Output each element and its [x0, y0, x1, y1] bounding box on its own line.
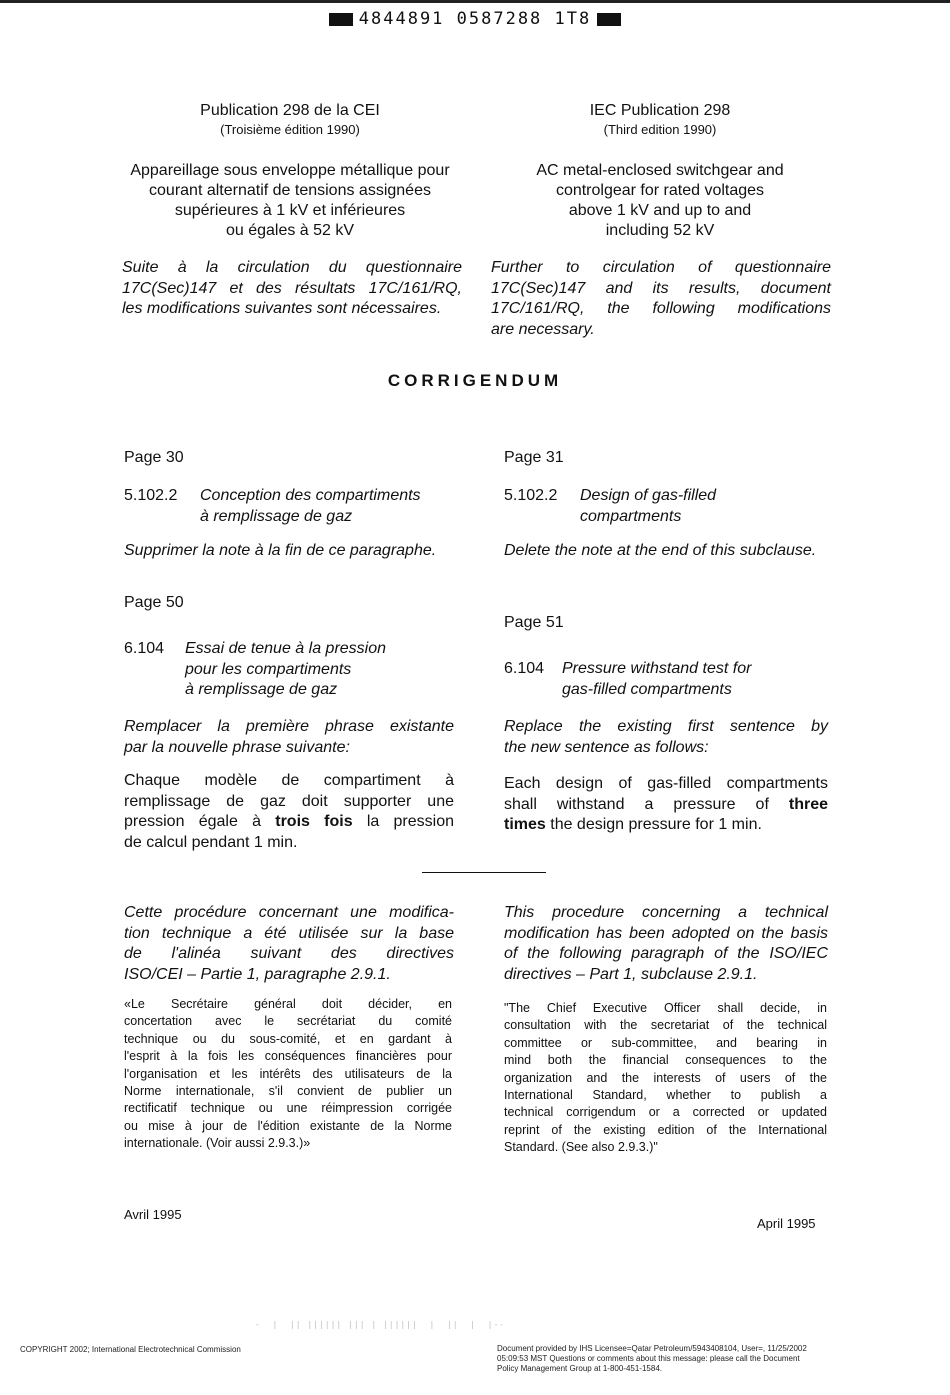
fr-date: Avril 1995	[124, 1207, 182, 1222]
quote-line: internationale. (Voir aussi 2.9.3.)»	[124, 1136, 311, 1151]
instr-line: Replace the existing first sentence by	[504, 718, 828, 735]
intro-line: Suite à la circulation du questionnaire	[122, 259, 462, 276]
clause-number: 5.102.2	[504, 487, 558, 504]
instr-line: Remplacer la première phrase existante	[124, 718, 454, 735]
quote-line: concertation avec le secrétariat du comité	[124, 1014, 452, 1029]
instr-line: par la nouvelle phrase suivante:	[124, 738, 350, 756]
quote-line: l'organisation et les intérêts des utilisateurs de la	[124, 1066, 452, 1081]
en-new-sentence	[504, 774, 828, 836]
clause-title: à remplissage de gaz	[185, 681, 338, 698]
text: la pression	[352, 813, 454, 830]
body-line: Chaque modèle de compartiment à	[124, 772, 454, 789]
footer-provider-note	[497, 1344, 827, 1374]
intro-line: 17C(Sec)147 and its results, document	[491, 279, 831, 297]
desc-line: supérieures à 1 kV et inférieures	[174, 202, 406, 219]
quote-line: mind both the financial consequences to the	[504, 1053, 827, 1068]
section-separator	[422, 872, 546, 873]
quote-line: organization and the interests of users of the	[504, 1070, 827, 1085]
quote-line: ou mise à jour de l'édition existante de la Norme	[124, 1118, 452, 1133]
body-line: remplissage de gaz doit supporter une	[124, 792, 454, 810]
desc-line: ou égales à 52 kV	[225, 222, 355, 239]
en-clause-5-102-2	[504, 486, 834, 527]
quote-line: «Le Secrétaire général doit décider, en	[124, 997, 452, 1011]
clause-title: Conception des compartiments	[200, 487, 421, 504]
intro-line: are necessary.	[491, 320, 595, 338]
header-en-edition: (Third edition 1990)	[603, 122, 717, 137]
quote-line: consultation with the secretariat of the technical	[504, 1018, 827, 1033]
clause-title: gas-filled compartments	[562, 680, 732, 698]
desc-line: above 1 kV and up to and	[568, 202, 752, 219]
header-en-title: IEC Publication 298	[589, 102, 731, 119]
en-directive-quote	[504, 1000, 827, 1157]
fr-page-50: Page 50	[124, 594, 184, 611]
clause-title: Essai de tenue à la pression	[185, 640, 387, 657]
clause-title: pour les compartiments	[185, 660, 352, 678]
procedure-line: de l'alinéa suivant des directives	[124, 945, 454, 962]
desc-line: Appareillage sous enveloppe métallique pour	[130, 162, 450, 179]
quote-line: reprint of the existing edition of the International	[504, 1122, 827, 1137]
intro-en	[491, 258, 831, 340]
document-code	[0, 9, 950, 29]
top-border	[0, 0, 950, 3]
header-fr-title: Publication 298 de la CEI	[200, 102, 380, 119]
document-code-text: 4844891 0587288 1T8	[358, 9, 592, 29]
procedure-line: modification has been adopted on the basis	[504, 924, 828, 942]
clause-number: 6.104	[124, 640, 165, 657]
header-fr-edition: (Troisième édition 1990)	[220, 122, 360, 137]
en-page-31: Page 31	[504, 449, 564, 466]
procedure-line: directives – Part 1, subclause 2.9.1.	[504, 965, 758, 983]
header-fr-description	[110, 161, 470, 241]
fr-clause-5-102-2	[124, 486, 474, 527]
header-en-description	[490, 161, 830, 241]
emphasis: times	[504, 816, 546, 833]
clause-title: compartments	[580, 507, 682, 525]
en-procedure-note	[504, 903, 828, 985]
body-line	[124, 812, 454, 833]
quote-line: rectificatif technique ou une réimpression corrigée	[124, 1101, 452, 1116]
text: pression égale à	[124, 813, 276, 830]
procedure-line: ISO/CEI – Partie 1, paragraphe 2.9.1.	[124, 965, 391, 983]
quote-line: Norme internationale, s'il convient de publier un	[124, 1084, 452, 1099]
quote-line: International Standard, whether to publish a	[504, 1088, 827, 1103]
fr-new-sentence	[124, 771, 454, 853]
desc-line: including 52 kV	[605, 222, 715, 239]
corrigendum-heading: CORRIGENDUM	[387, 371, 563, 390]
text: the design pressure for 1 min.	[545, 816, 762, 833]
en-page-51: Page 51	[504, 614, 564, 631]
header-en	[490, 101, 830, 241]
fr-clause-6-104	[124, 639, 474, 701]
intro-line: 17C/161/RQ, the following modifications	[491, 300, 831, 317]
body-line: de calcul pendant 1 min.	[124, 833, 298, 851]
footer-copyright: COPYRIGHT 2002; International Electrotechnical Commission	[20, 1345, 241, 1354]
text: shall withstand a pressure of	[504, 795, 789, 813]
quote-line: committee or sub-committee, and bearing in	[504, 1035, 827, 1050]
clause-title: à remplissage de gaz	[200, 507, 353, 525]
intro-fr	[122, 258, 462, 320]
en-instruction-replace	[504, 717, 828, 758]
fr-page-30: Page 30	[124, 449, 184, 466]
en-clause-6-104	[504, 659, 834, 700]
clause-title: Design of gas-filled	[580, 487, 717, 504]
footer-line: Policy Management Group at 1-800-451-1584.	[497, 1364, 662, 1373]
body-line	[504, 795, 828, 816]
clause-number: 5.102.2	[124, 487, 178, 504]
scan-artifact: - | || |||||| ||| | |||||| | || | |--	[255, 1320, 506, 1329]
header-fr	[110, 101, 470, 241]
fr-procedure-note	[124, 903, 454, 985]
intro-line: 17C(Sec)147 et des résultats 17C/161/RQ,	[122, 279, 462, 297]
code-block-left	[329, 13, 353, 26]
intro-line: les modifications suivantes sont nécessaires.	[122, 300, 442, 317]
procedure-line: tion technique a été utilisée sur la base	[124, 924, 454, 942]
en-instruction-delete: Delete the note at the end of this subclause.	[504, 542, 817, 559]
quote-line: "The Chief Executive Officer shall decide, in	[504, 1001, 827, 1015]
body-line: Each design of gas-filled compartments	[504, 775, 828, 792]
code-block-right	[597, 13, 621, 26]
footer-line: 05:09:53 MST Questions or comments about this message: please call the Document	[497, 1354, 800, 1363]
intro-line: Further to circulation of questionnaire	[491, 259, 831, 276]
footer-line: Document provided by IHS Licensee=Qatar Petroleum/5943408104, User=, 11/25/2002	[497, 1344, 807, 1353]
quote-line: technique ou du sous-comité, et en gardant à	[124, 1031, 452, 1046]
quote-line: Standard. (See also 2.9.3.)"	[504, 1140, 658, 1155]
quote-line: technical corrigendum or a corrected or updated	[504, 1105, 827, 1120]
quote-line: l'esprit à la fois les conséquences financières pour	[124, 1049, 452, 1064]
fr-directive-quote	[124, 996, 452, 1153]
desc-line: controlgear for rated voltages	[555, 182, 765, 199]
body-line	[504, 815, 828, 836]
clause-title: Pressure withstand test for	[562, 660, 752, 677]
desc-line: AC metal-enclosed switchgear and	[536, 162, 784, 179]
procedure-line: of the following paragraph of the ISO/IEC	[504, 945, 828, 962]
emphasis: trois fois	[275, 813, 353, 830]
en-date: April 1995	[757, 1216, 816, 1231]
fr-instruction-replace	[124, 717, 454, 758]
desc-line: courant alternatif de tensions assignées	[149, 182, 431, 199]
procedure-line: Cette procédure concernant une modifica-	[124, 904, 454, 921]
instr-line: the new sentence as follows:	[504, 738, 709, 756]
fr-instruction-delete: Supprimer la note à la fin de ce paragraphe.	[124, 542, 437, 559]
clause-number: 6.104	[504, 660, 545, 677]
procedure-line: This procedure concerning a technical	[504, 904, 828, 921]
emphasis: three	[788, 795, 828, 813]
